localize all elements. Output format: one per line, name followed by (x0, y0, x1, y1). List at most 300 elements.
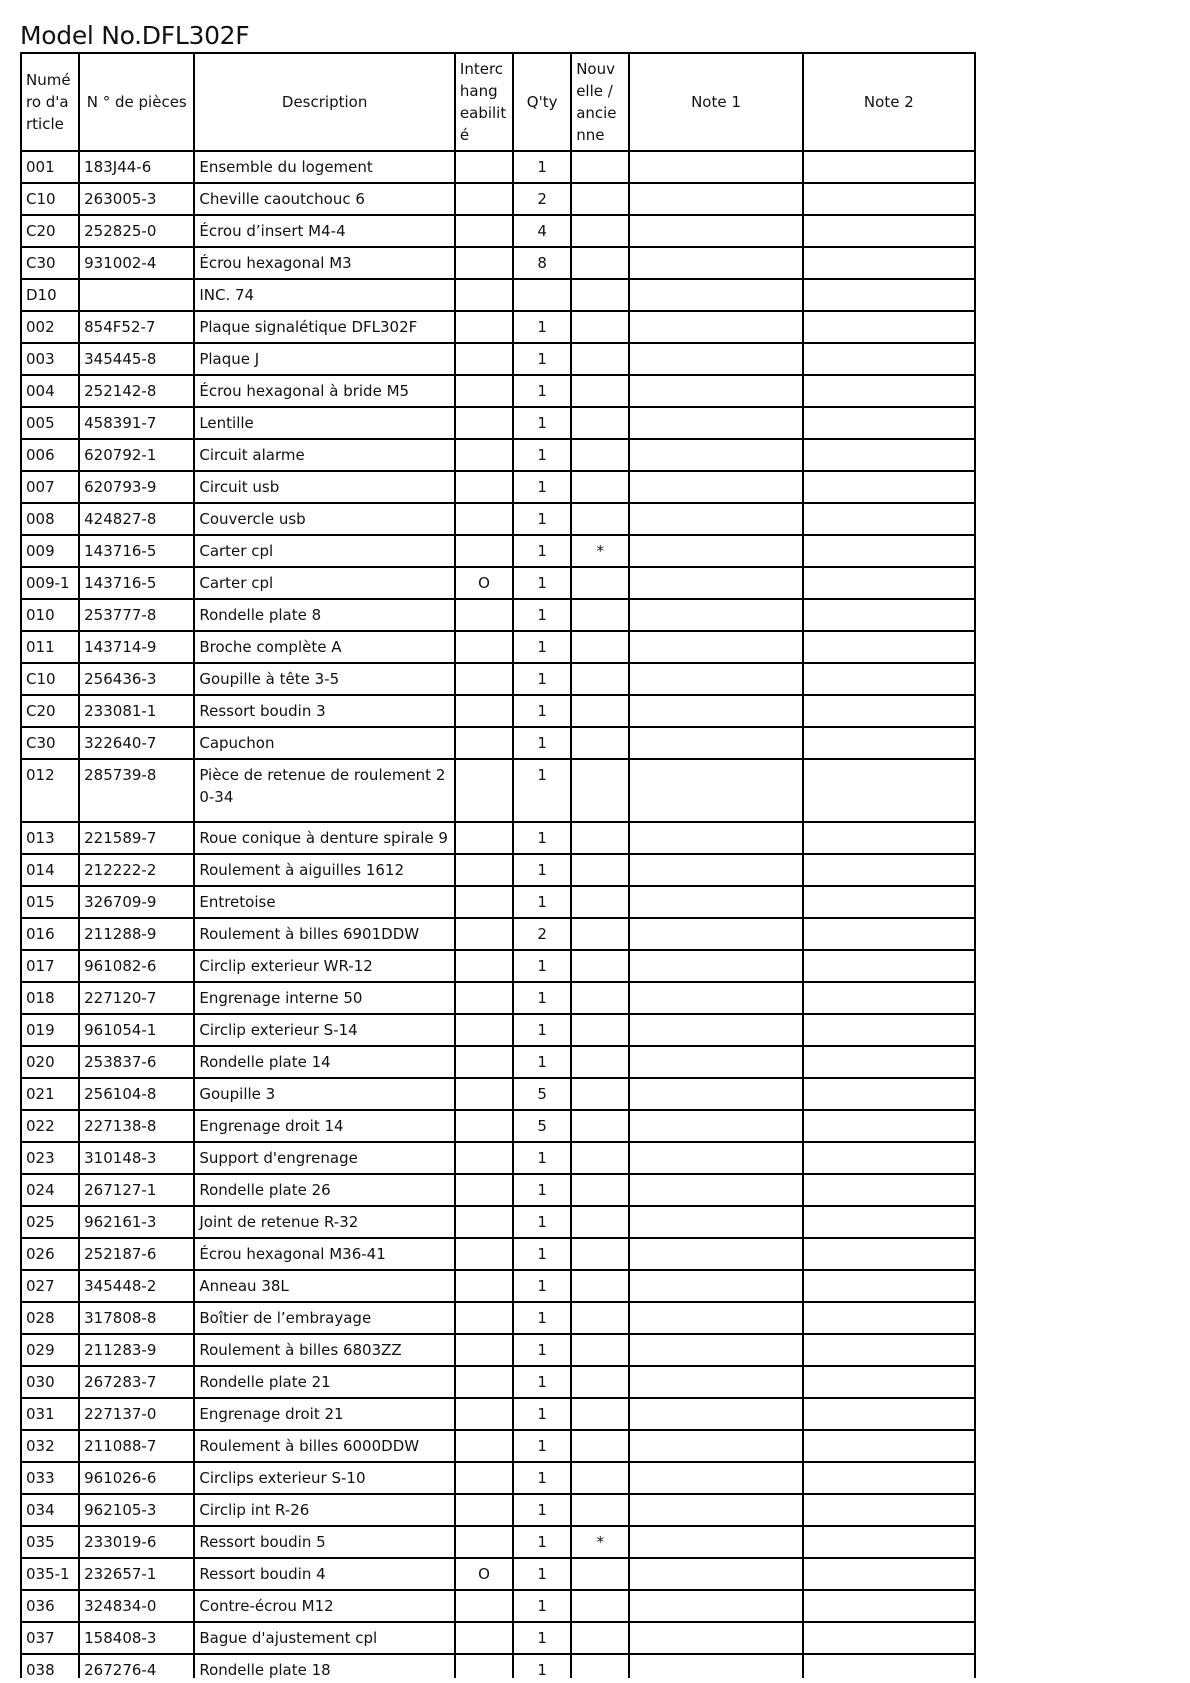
cell-part-number: 143714-9 (79, 631, 194, 663)
cell-note-1 (629, 950, 802, 982)
cell-note-2 (803, 1270, 975, 1302)
cell-note-1 (629, 279, 802, 311)
cell-item-number: 009 (21, 535, 79, 567)
cell-new-old (571, 311, 629, 343)
cell-part-number: 233081-1 (79, 695, 194, 727)
cell-part-number: 931002-4 (79, 247, 194, 279)
cell-quantity: 1 (513, 1238, 571, 1270)
table-row (21, 1398, 975, 1430)
cell-note-2 (803, 1526, 975, 1558)
cell-quantity: 1 (513, 151, 571, 183)
cell-description: Ressort boudin 5 (194, 1526, 455, 1558)
cell-item-number: 030 (21, 1366, 79, 1398)
cell-new-old (571, 631, 629, 663)
cell-quantity: 1 (513, 854, 571, 886)
cell-note-1 (629, 343, 802, 375)
cell-interchangeability (455, 1078, 513, 1110)
cell-note-2 (803, 407, 975, 439)
cell-interchangeability: O (455, 1558, 513, 1590)
page-title: Model No.DFL302F (20, 21, 250, 50)
cell-interchangeability (455, 695, 513, 727)
cell-new-old (571, 407, 629, 439)
cell-description: Circuit usb (194, 471, 455, 503)
cell-part-number: 285739-8 (79, 759, 194, 822)
cell-note-2 (803, 1334, 975, 1366)
cell-item-number: 031 (21, 1398, 79, 1430)
cell-description: Ensemble du logement (194, 151, 455, 183)
cell-description: Engrenage droit 21 (194, 1398, 455, 1430)
cell-note-1 (629, 215, 802, 247)
table-row (21, 982, 975, 1014)
cell-item-number: 022 (21, 1110, 79, 1142)
cell-item-number: 009-1 (21, 567, 79, 599)
cell-part-number: 256436-3 (79, 663, 194, 695)
cell-new-old (571, 343, 629, 375)
cell-new-old (571, 1494, 629, 1526)
cell-part-number: 961082-6 (79, 950, 194, 982)
cell-description: Roulement à aiguilles 1612 (194, 854, 455, 886)
cell-part-number: 267283-7 (79, 1366, 194, 1398)
cell-quantity: 1 (513, 343, 571, 375)
cell-note-2 (803, 918, 975, 950)
cell-description: Engrenage droit 14 (194, 1110, 455, 1142)
cell-description: Pièce de retenue de roulement 2 0-34 (194, 759, 455, 822)
cell-new-old (571, 1046, 629, 1078)
cell-part-number: 310148-3 (79, 1142, 194, 1174)
cell-interchangeability (455, 1206, 513, 1238)
cell-description: Carter cpl (194, 535, 455, 567)
cell-note-2 (803, 982, 975, 1014)
cell-part-number: 345445-8 (79, 343, 194, 375)
cell-interchangeability (455, 1654, 513, 1678)
cell-new-old (571, 1366, 629, 1398)
header-description: Description (194, 53, 455, 151)
parts-table (20, 52, 976, 1678)
cell-description: Rondelle plate 21 (194, 1366, 455, 1398)
cell-interchangeability (455, 247, 513, 279)
table-row (21, 695, 975, 727)
cell-new-old (571, 183, 629, 215)
cell-part-number: 221589-7 (79, 822, 194, 854)
cell-interchangeability (455, 183, 513, 215)
cell-item-number: 005 (21, 407, 79, 439)
cell-quantity: 1 (513, 663, 571, 695)
cell-part-number: 961054-1 (79, 1014, 194, 1046)
cell-note-2 (803, 183, 975, 215)
cell-interchangeability (455, 1110, 513, 1142)
cell-description: Roue conique à denture spirale 9 (194, 822, 455, 854)
table-row (21, 215, 975, 247)
cell-new-old (571, 503, 629, 535)
table-header-row (21, 53, 975, 151)
cell-description: Plaque signalétique DFL302F (194, 311, 455, 343)
cell-part-number: 458391-7 (79, 407, 194, 439)
cell-part-number: 227138-8 (79, 1110, 194, 1142)
cell-new-old (571, 822, 629, 854)
table-row (21, 1526, 975, 1558)
cell-quantity: 1 (513, 1558, 571, 1590)
cell-description: Couvercle usb (194, 503, 455, 535)
cell-new-old (571, 886, 629, 918)
cell-note-1 (629, 982, 802, 1014)
table-row (21, 1270, 975, 1302)
cell-description: Engrenage interne 50 (194, 982, 455, 1014)
parts-table-body (21, 151, 975, 1678)
cell-part-number: 158408-3 (79, 1622, 194, 1654)
table-row (21, 183, 975, 215)
cell-part-number: 252187-6 (79, 1238, 194, 1270)
cell-description: Carter cpl (194, 567, 455, 599)
cell-note-2 (803, 1590, 975, 1622)
table-row (21, 471, 975, 503)
cell-quantity: 1 (513, 1398, 571, 1430)
cell-interchangeability (455, 1398, 513, 1430)
cell-new-old (571, 1142, 629, 1174)
table-row (21, 343, 975, 375)
cell-note-1 (629, 631, 802, 663)
cell-note-1 (629, 1110, 802, 1142)
cell-new-old (571, 918, 629, 950)
cell-note-2 (803, 1110, 975, 1142)
cell-description: Rondelle plate 18 (194, 1654, 455, 1678)
cell-note-2 (803, 759, 975, 822)
cell-item-number: 038 (21, 1654, 79, 1678)
cell-quantity: 1 (513, 1046, 571, 1078)
cell-interchangeability (455, 1526, 513, 1558)
cell-new-old (571, 215, 629, 247)
cell-interchangeability (455, 535, 513, 567)
cell-note-1 (629, 1014, 802, 1046)
table-row (21, 663, 975, 695)
cell-new-old (571, 1078, 629, 1110)
table-row (21, 822, 975, 854)
cell-interchangeability (455, 503, 513, 535)
cell-item-number: 016 (21, 918, 79, 950)
cell-new-old (571, 695, 629, 727)
cell-new-old (571, 1654, 629, 1678)
cell-new-old (571, 950, 629, 982)
cell-description: Roulement à billes 6803ZZ (194, 1334, 455, 1366)
cell-note-2 (803, 151, 975, 183)
cell-part-number: 324834-0 (79, 1590, 194, 1622)
header-note-2: Note 2 (803, 53, 975, 151)
cell-item-number: 003 (21, 343, 79, 375)
cell-item-number: 035-1 (21, 1558, 79, 1590)
cell-note-2 (803, 631, 975, 663)
cell-item-number: 023 (21, 1142, 79, 1174)
cell-description: Capuchon (194, 727, 455, 759)
table-row (21, 1078, 975, 1110)
cell-quantity: 1 (513, 886, 571, 918)
cell-item-number: 020 (21, 1046, 79, 1078)
cell-note-1 (629, 1494, 802, 1526)
cell-quantity: 1 (513, 822, 571, 854)
cell-item-number: 032 (21, 1430, 79, 1462)
cell-note-2 (803, 1462, 975, 1494)
cell-description: Ressort boudin 3 (194, 695, 455, 727)
cell-note-1 (629, 759, 802, 822)
cell-quantity: 1 (513, 1366, 571, 1398)
cell-quantity: 1 (513, 982, 571, 1014)
cell-note-2 (803, 1302, 975, 1334)
cell-note-2 (803, 503, 975, 535)
table-row (21, 950, 975, 982)
cell-quantity: 1 (513, 1206, 571, 1238)
table-row (21, 1302, 975, 1334)
cell-note-2 (803, 854, 975, 886)
cell-quantity: 1 (513, 1430, 571, 1462)
cell-note-1 (629, 1622, 802, 1654)
cell-part-number: 211288-9 (79, 918, 194, 950)
table-row (21, 407, 975, 439)
cell-new-old (571, 1014, 629, 1046)
cell-item-number: 017 (21, 950, 79, 982)
table-row (21, 1430, 975, 1462)
cell-note-1 (629, 1558, 802, 1590)
cell-item-number: 029 (21, 1334, 79, 1366)
cell-part-number: 211088-7 (79, 1430, 194, 1462)
table-row (21, 535, 975, 567)
cell-note-1 (629, 535, 802, 567)
cell-quantity: 2 (513, 918, 571, 950)
cell-item-number: C20 (21, 695, 79, 727)
table-row (21, 1110, 975, 1142)
cell-note-2 (803, 247, 975, 279)
cell-item-number: 011 (21, 631, 79, 663)
table-row (21, 631, 975, 663)
cell-note-2 (803, 950, 975, 982)
table-row (21, 503, 975, 535)
cell-note-1 (629, 1174, 802, 1206)
cell-quantity: 1 (513, 375, 571, 407)
cell-note-1 (629, 439, 802, 471)
cell-note-1 (629, 1430, 802, 1462)
cell-note-1 (629, 311, 802, 343)
cell-note-1 (629, 886, 802, 918)
cell-interchangeability (455, 1494, 513, 1526)
table-row (21, 1558, 975, 1590)
cell-part-number: 233019-6 (79, 1526, 194, 1558)
cell-note-2 (803, 215, 975, 247)
cell-interchangeability (455, 982, 513, 1014)
cell-note-1 (629, 918, 802, 950)
cell-item-number: 004 (21, 375, 79, 407)
cell-interchangeability (455, 1462, 513, 1494)
cell-note-1 (629, 1654, 802, 1678)
cell-description: INC. 74 (194, 279, 455, 311)
cell-note-2 (803, 343, 975, 375)
cell-part-number: 253837-6 (79, 1046, 194, 1078)
cell-part-number: 345448-2 (79, 1270, 194, 1302)
cell-part-number: 183J44-6 (79, 151, 194, 183)
cell-note-1 (629, 1206, 802, 1238)
table-row (21, 279, 975, 311)
cell-description: Goupille à tête 3-5 (194, 663, 455, 695)
cell-note-1 (629, 183, 802, 215)
cell-new-old (571, 1590, 629, 1622)
cell-item-number: 034 (21, 1494, 79, 1526)
cell-part-number: 263005-3 (79, 183, 194, 215)
cell-quantity: 1 (513, 599, 571, 631)
cell-item-number: 002 (21, 311, 79, 343)
cell-part-number: 227137-0 (79, 1398, 194, 1430)
table-row (21, 854, 975, 886)
cell-note-2 (803, 279, 975, 311)
cell-part-number: 143716-5 (79, 567, 194, 599)
cell-interchangeability (455, 599, 513, 631)
cell-description: Lentille (194, 407, 455, 439)
cell-note-2 (803, 567, 975, 599)
cell-new-old (571, 1302, 629, 1334)
cell-note-1 (629, 1590, 802, 1622)
cell-interchangeability (455, 1046, 513, 1078)
cell-new-old (571, 982, 629, 1014)
cell-quantity: 1 (513, 439, 571, 471)
cell-interchangeability (455, 311, 513, 343)
cell-description: Ressort boudin 4 (194, 1558, 455, 1590)
cell-note-1 (629, 822, 802, 854)
cell-note-2 (803, 1174, 975, 1206)
cell-part-number: 961026-6 (79, 1462, 194, 1494)
cell-new-old (571, 727, 629, 759)
cell-quantity: 1 (513, 1302, 571, 1334)
cell-quantity: 4 (513, 215, 571, 247)
cell-note-2 (803, 1398, 975, 1430)
cell-note-1 (629, 471, 802, 503)
cell-description: Rondelle plate 14 (194, 1046, 455, 1078)
cell-quantity: 1 (513, 1142, 571, 1174)
cell-item-number: 027 (21, 1270, 79, 1302)
cell-quantity: 1 (513, 407, 571, 439)
cell-note-2 (803, 311, 975, 343)
cell-new-old (571, 375, 629, 407)
cell-quantity: 8 (513, 247, 571, 279)
cell-quantity: 1 (513, 950, 571, 982)
cell-part-number: 267276-4 (79, 1654, 194, 1678)
cell-new-old (571, 567, 629, 599)
cell-note-2 (803, 1238, 975, 1270)
cell-note-1 (629, 1366, 802, 1398)
header-part-number: N ° de pièces (79, 53, 194, 151)
cell-description: Support d'engrenage (194, 1142, 455, 1174)
cell-item-number: C10 (21, 663, 79, 695)
cell-note-2 (803, 727, 975, 759)
cell-note-2 (803, 535, 975, 567)
cell-part-number: 143716-5 (79, 535, 194, 567)
cell-interchangeability (455, 727, 513, 759)
table-row (21, 567, 975, 599)
table-row (21, 375, 975, 407)
cell-item-number: 021 (21, 1078, 79, 1110)
cell-note-2 (803, 1366, 975, 1398)
cell-note-2 (803, 695, 975, 727)
table-row (21, 247, 975, 279)
cell-note-2 (803, 886, 975, 918)
cell-note-1 (629, 503, 802, 535)
cell-quantity: 1 (513, 1526, 571, 1558)
cell-new-old (571, 1270, 629, 1302)
cell-note-2 (803, 822, 975, 854)
cell-description: Plaque J (194, 343, 455, 375)
cell-note-1 (629, 727, 802, 759)
cell-quantity: 1 (513, 1654, 571, 1678)
cell-part-number: 317808-8 (79, 1302, 194, 1334)
cell-item-number: 018 (21, 982, 79, 1014)
cell-quantity: 1 (513, 727, 571, 759)
cell-description: Entretoise (194, 886, 455, 918)
cell-interchangeability (455, 279, 513, 311)
cell-item-number: 037 (21, 1622, 79, 1654)
cell-item-number: 007 (21, 471, 79, 503)
cell-new-old (571, 1238, 629, 1270)
cell-part-number: 962105-3 (79, 1494, 194, 1526)
table-row (21, 1590, 975, 1622)
cell-description: Rondelle plate 26 (194, 1174, 455, 1206)
cell-interchangeability (455, 1622, 513, 1654)
table-row (21, 311, 975, 343)
cell-note-1 (629, 151, 802, 183)
cell-note-2 (803, 599, 975, 631)
cell-part-number: 253777-8 (79, 599, 194, 631)
table-row (21, 1046, 975, 1078)
cell-item-number: C10 (21, 183, 79, 215)
cell-item-number: C30 (21, 727, 79, 759)
cell-new-old (571, 759, 629, 822)
cell-interchangeability (455, 151, 513, 183)
cell-note-1 (629, 1142, 802, 1174)
cell-new-old (571, 151, 629, 183)
cell-description: Broche complète A (194, 631, 455, 663)
cell-quantity: 1 (513, 311, 571, 343)
cell-quantity (513, 279, 571, 311)
cell-part-number: 962161-3 (79, 1206, 194, 1238)
cell-description: Écrou hexagonal M3 (194, 247, 455, 279)
cell-interchangeability (455, 759, 513, 822)
cell-item-number: 008 (21, 503, 79, 535)
cell-part-number: 326709-9 (79, 886, 194, 918)
cell-interchangeability (455, 1174, 513, 1206)
cell-new-old (571, 599, 629, 631)
cell-quantity: 1 (513, 759, 571, 822)
cell-note-1 (629, 1334, 802, 1366)
cell-part-number: 232657-1 (79, 1558, 194, 1590)
cell-item-number: 035 (21, 1526, 79, 1558)
cell-description: Circuit alarme (194, 439, 455, 471)
cell-description: Rondelle plate 8 (194, 599, 455, 631)
cell-interchangeability (455, 950, 513, 982)
cell-description: Roulement à billes 6000DDW (194, 1430, 455, 1462)
cell-description: Circlip exterieur WR-12 (194, 950, 455, 982)
cell-note-1 (629, 1078, 802, 1110)
cell-description: Joint de retenue R-32 (194, 1206, 455, 1238)
cell-description: Contre-écrou M12 (194, 1590, 455, 1622)
cell-item-number: 015 (21, 886, 79, 918)
cell-item-number: 001 (21, 151, 79, 183)
table-row (21, 918, 975, 950)
cell-part-number (79, 279, 194, 311)
table-row (21, 599, 975, 631)
table-row (21, 1206, 975, 1238)
cell-interchangeability (455, 1270, 513, 1302)
cell-item-number: 012 (21, 759, 79, 822)
cell-interchangeability (455, 1302, 513, 1334)
table-row (21, 439, 975, 471)
cell-note-2 (803, 1558, 975, 1590)
cell-note-1 (629, 663, 802, 695)
cell-interchangeability (455, 439, 513, 471)
table-row (21, 1654, 975, 1678)
cell-description: Cheville caoutchouc 6 (194, 183, 455, 215)
